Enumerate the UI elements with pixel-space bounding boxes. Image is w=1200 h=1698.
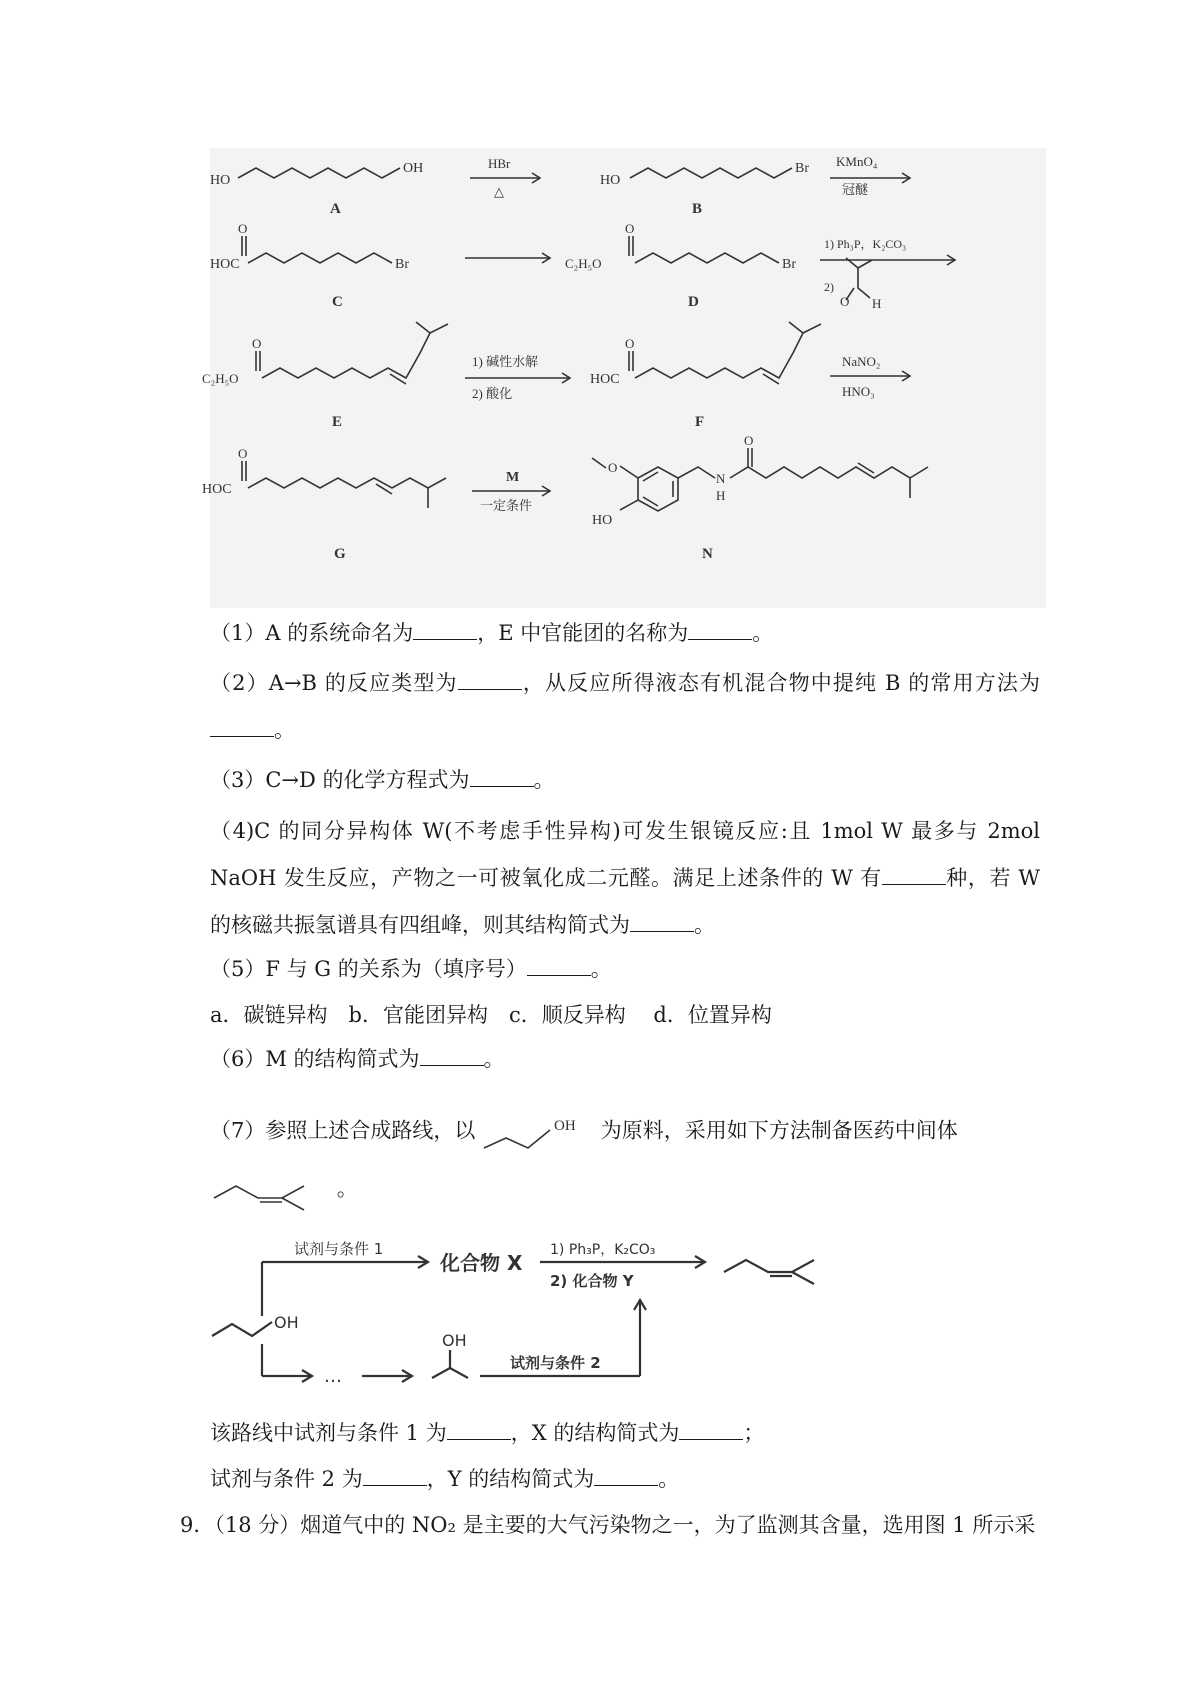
- synthesis-scheme-svg: [202, 148, 1046, 608]
- a-oh-group: OH: [403, 161, 424, 176]
- answer-blank-q1-name[interactable]: [413, 619, 477, 640]
- e-carbonyl-o: O: [252, 336, 262, 351]
- synthetic-route-figure: [210, 1236, 930, 1396]
- route-product-alkene: [724, 1260, 814, 1272]
- label-c: C: [332, 294, 343, 310]
- route-ellipsis: …: [324, 1366, 342, 1387]
- compound-g-chain: [248, 478, 446, 488]
- label-g: G: [334, 546, 346, 562]
- label-e: E: [332, 414, 343, 430]
- answer-blank-q1-group[interactable]: [688, 619, 752, 640]
- question-6: （6）M 的结构简式为 。: [210, 1047, 505, 1071]
- answer-blank-q7-reagent1[interactable]: [447, 1419, 511, 1440]
- arrow-gn-top: M: [506, 470, 520, 485]
- synthesis-scheme-figure: [202, 148, 1046, 608]
- compound-b-chain: [630, 168, 792, 178]
- route-isopropanol-oh: OH: [442, 1331, 467, 1350]
- g-hooc-group: HOC: [202, 482, 232, 497]
- d-ester-group: C₂H₅O: [565, 256, 602, 271]
- c-carbonyl-o: O: [238, 221, 248, 236]
- question-5: （5）F 与 G 的关系为（填序号） 。: [210, 957, 612, 981]
- arrow-fg-top: NaNO₂: [842, 354, 881, 369]
- f-hooc-group: HOC: [590, 372, 620, 387]
- b-br-group: Br: [795, 161, 809, 176]
- answer-blank-q4-structure[interactable]: [630, 911, 694, 932]
- arrow-ef-top: 1) 碱性水解: [472, 354, 539, 369]
- compound-f-chain: [635, 333, 803, 378]
- b-ho-group: HO: [600, 173, 621, 188]
- question-9: 9．（18 分）烟道气中的 NO₂ 是主要的大气污染物之一，为了监测其含量，选用图 1 所示采: [180, 1513, 1036, 1537]
- compound-c-chain: [248, 253, 392, 263]
- n-ho-group: HO: [592, 513, 613, 528]
- answer-blank-q6[interactable]: [420, 1045, 484, 1066]
- label-b: B: [692, 201, 703, 217]
- label-f: F: [695, 414, 705, 430]
- question-1: （1）A 的系统命名为 ，E 中官能团的名称为 。: [210, 621, 774, 645]
- target-alkene-structure: [210, 1168, 330, 1212]
- compound-n-benzene-ring: [638, 467, 678, 511]
- question-7: （7）参照上述合成路线，以 OH 为原料，采用如下方法制备医药中间体: [210, 1110, 1040, 1154]
- arrow-gn-bottom: 一定条件: [480, 498, 533, 513]
- answer-blank-q7-x[interactable]: [679, 1419, 743, 1440]
- e-ester-group: C₂H₅O: [202, 371, 239, 386]
- f-carbonyl-o: O: [625, 336, 635, 351]
- n-carbonyl-o: O: [744, 433, 754, 448]
- isobutyraldehyde-reagent: [858, 268, 870, 298]
- g-carbonyl-o: O: [238, 446, 248, 461]
- route-reagent-1: 试剂与条件 1: [294, 1240, 384, 1258]
- route-propanol: [212, 1322, 272, 1336]
- compound-e-chain: [262, 333, 430, 378]
- c-br-group: Br: [395, 257, 409, 272]
- question-5-options: a．碳链异构 b．官能团异构 c．顺反异构 d．位置异构: [210, 1003, 772, 1027]
- compound-a-chain: [238, 168, 400, 178]
- route-compound-x: 化合物 X: [440, 1251, 523, 1275]
- a-ho-group: HO: [210, 173, 231, 188]
- aldehyde-o: O: [840, 294, 850, 309]
- label-d: D: [688, 294, 699, 310]
- route-wittig-step1: 1) Ph₃P，K₂CO₃: [550, 1242, 656, 1258]
- question-4: （4)C 的同分异构体 W(不考虑手性异构)可发生银镜反应:且 1mol W 最多与 2mol NaOH 发生反应，产物之一可被氧化成二元醛。满足上述条件的 W 有 种，若 W 的核磁共振氢谱具有四组峰，则其结构简式为 。: [210, 819, 1040, 937]
- svg-text:OH: OH: [554, 1118, 576, 1134]
- arrow-bc-top: KMnO₄: [836, 154, 878, 169]
- route-propanol-oh: OH: [274, 1313, 299, 1332]
- question-2: （2）A→B 的反应类型为 ，从反应所得液态有机混合物中提纯 B 的常用方法为。: [210, 671, 1041, 742]
- answer-blank-q2-method[interactable]: [210, 716, 274, 737]
- n-methoxy-o: O: [608, 460, 618, 475]
- d-carbonyl-o: O: [625, 221, 635, 236]
- aldehyde-h: H: [872, 296, 882, 311]
- route-isopropanol: [432, 1368, 468, 1378]
- n-amide-h: H: [716, 488, 726, 503]
- question-7-line-2: 试剂与条件 2 为 ，Y 的结构简式为 。: [210, 1467, 680, 1491]
- n-amide-n: N: [716, 471, 726, 486]
- scheme-arrows: [465, 173, 955, 496]
- arrow-bc-bottom: 冠醚: [842, 182, 869, 197]
- answer-blank-q3[interactable]: [470, 766, 534, 787]
- arrow-de-bottom: 2): [824, 280, 834, 294]
- answer-blank-q2-type[interactable]: [458, 669, 522, 690]
- propanol-structure: [482, 1110, 594, 1154]
- c-hooc-group: HOC: [210, 257, 240, 272]
- label-a: A: [330, 201, 341, 217]
- compound-d-chain: [635, 253, 779, 263]
- answer-blank-q4-count[interactable]: [882, 864, 946, 885]
- compound-n-side-chain: [678, 467, 715, 478]
- question-7-line-1: 该路线中试剂与条件 1 为 ，X 的结构简式为 ；: [210, 1421, 765, 1445]
- label-n: N: [702, 546, 713, 562]
- arrow-ef-bottom: 2) 酸化: [472, 386, 513, 401]
- route-reagent-2: 试剂与条件 2: [510, 1354, 601, 1372]
- arrow-de-top: 1) Ph₃P，K₂CO₃: [824, 237, 907, 251]
- arrow-ab-top: HBr: [488, 156, 511, 171]
- d-br-group: Br: [782, 257, 796, 272]
- question-3: （3）C→D 的化学方程式为 。: [210, 768, 555, 792]
- question-7-target: 。: [210, 1168, 1040, 1212]
- answer-blank-q7-reagent2[interactable]: [363, 1465, 427, 1486]
- compound-n-acyl-chain: [730, 467, 910, 498]
- answer-blank-q7-y[interactable]: [594, 1465, 658, 1486]
- answer-blank-q5[interactable]: [527, 955, 591, 976]
- arrow-ab-bottom: △: [494, 184, 504, 199]
- route-wittig-step2: 2) 化合物 Y: [550, 1272, 634, 1290]
- arrow-fg-bottom: HNO₃: [842, 384, 875, 399]
